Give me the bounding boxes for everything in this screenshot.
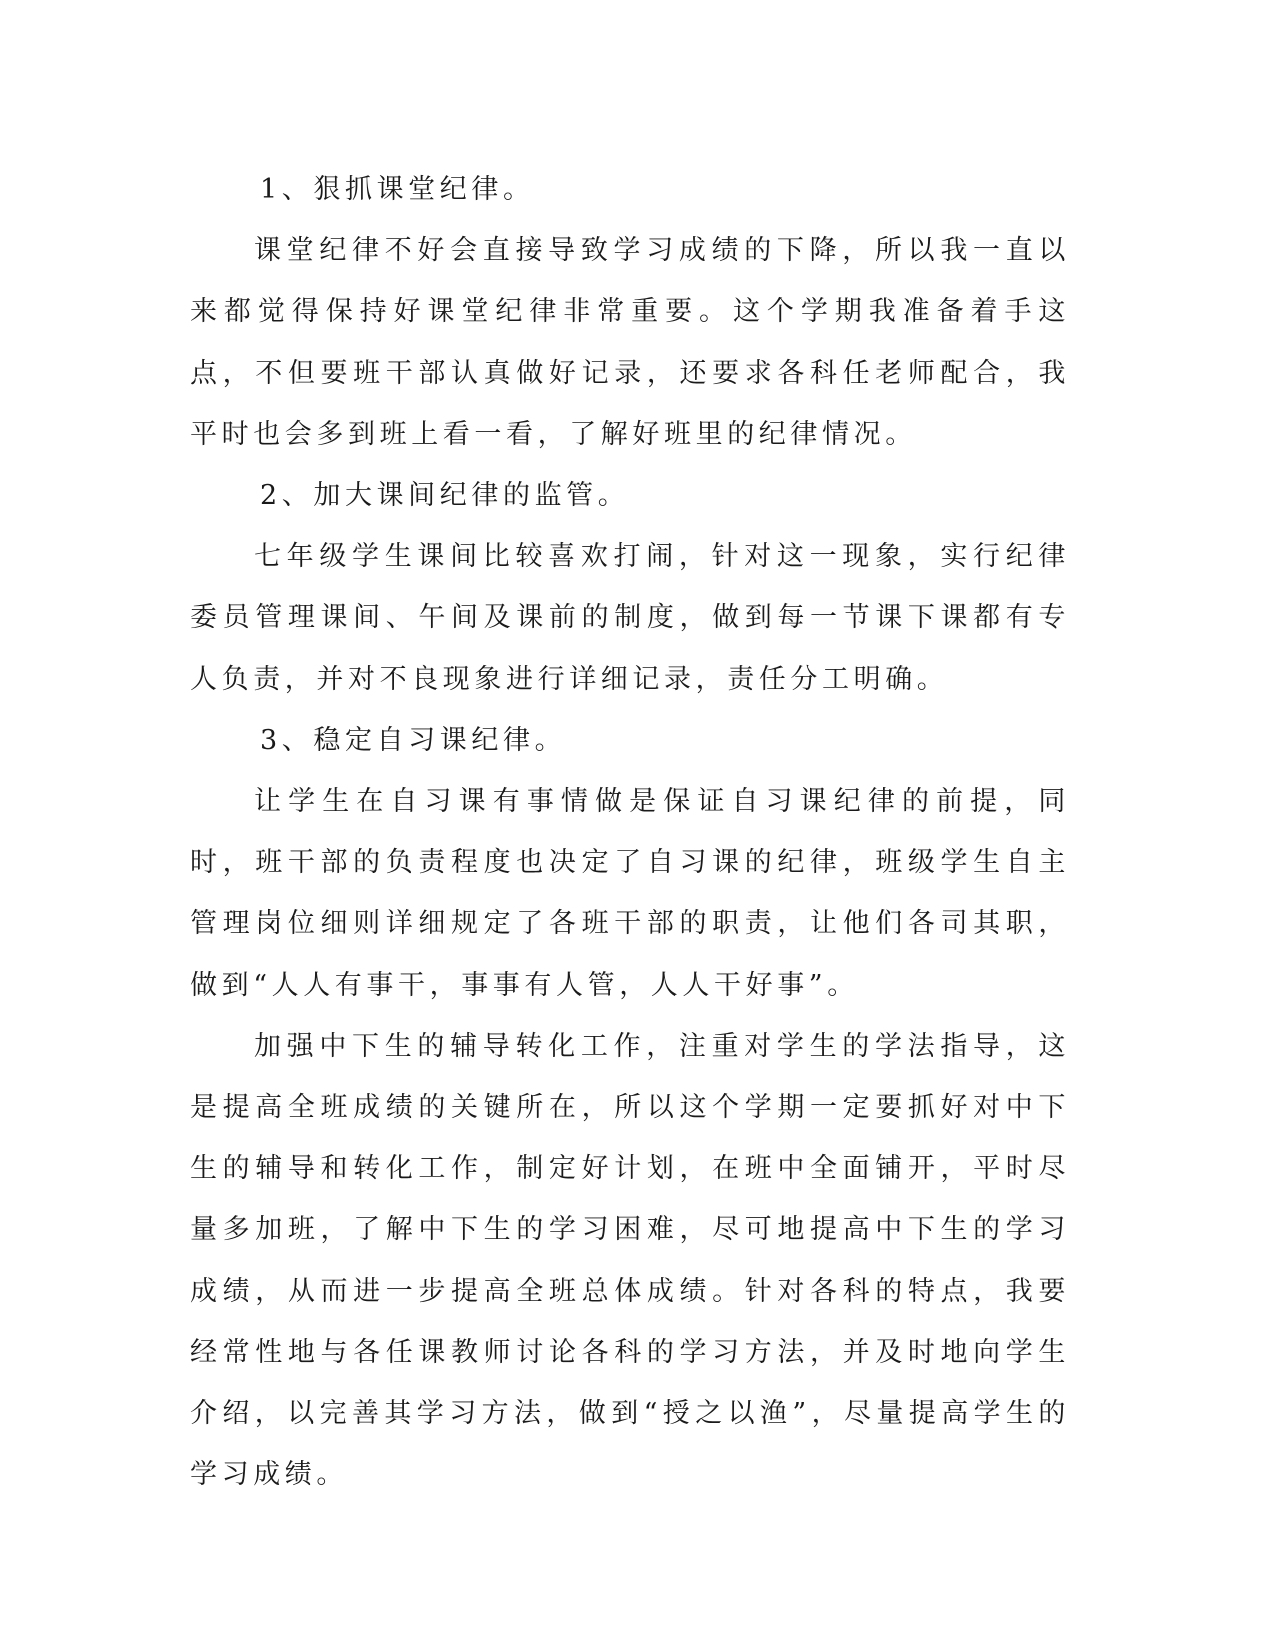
section-heading-3: 3、稳定自习课纪律。	[260, 724, 567, 756]
paragraph-break-discipline: 七年级学生课间比较喜欢打闹，针对这一现象，实行纪律委员管理课间、午间及课前的制度，做到每一节课下课都有专人负责，并对不良现象进行详细记录，责任分工明确。	[190, 541, 1070, 695]
section-heading-2: 2、加大课间纪律的监管。	[260, 480, 630, 512]
paragraph-tutoring-work: 加强中下生的辅导转化工作，注重对学生的学法指导，这是提高全班成绩的关键所在，所以这个学期一定要抓好对中下生的辅导和转化工作，制定好计划，在班中全面铺开，平时尽量多加班，了解中下生的学习困难，尽可地提高中下生的学习成绩，从而进一步提高全班总体成绩。针对各科的特点，我要经常性地与各任课教师讨论各科的学习方法，并及时地向学生介绍，以完善其学习方法，做到“授之以渔”，尽量提高学生的学习成绩。	[190, 1030, 1070, 1491]
paragraph-self-study-discipline: 让学生在自习课有事情做是保证自习课纪律的前提，同时，班干部的负责程度也决定了自习课的纪律，班级学生自主管理岗位细则详细规定了各班干部的职责，让他们各司其职，做到“人人有事干，事事有人管，人人干好事”。	[190, 786, 1070, 1001]
paragraph-classroom-discipline: 课堂纪律不好会直接导致学习成绩的下降，所以我一直以来都觉得保持好课堂纪律非常重要。这个学期我准备着手这点，不但要班干部认真做好记录，还要求各科任老师配合，我平时也会多到班上看一看，了解好班里的纪律情况。	[190, 235, 1070, 450]
section-heading-1: 1、狠抓课堂纪律。	[260, 174, 535, 205]
document-body	[190, 159, 1070, 1505]
